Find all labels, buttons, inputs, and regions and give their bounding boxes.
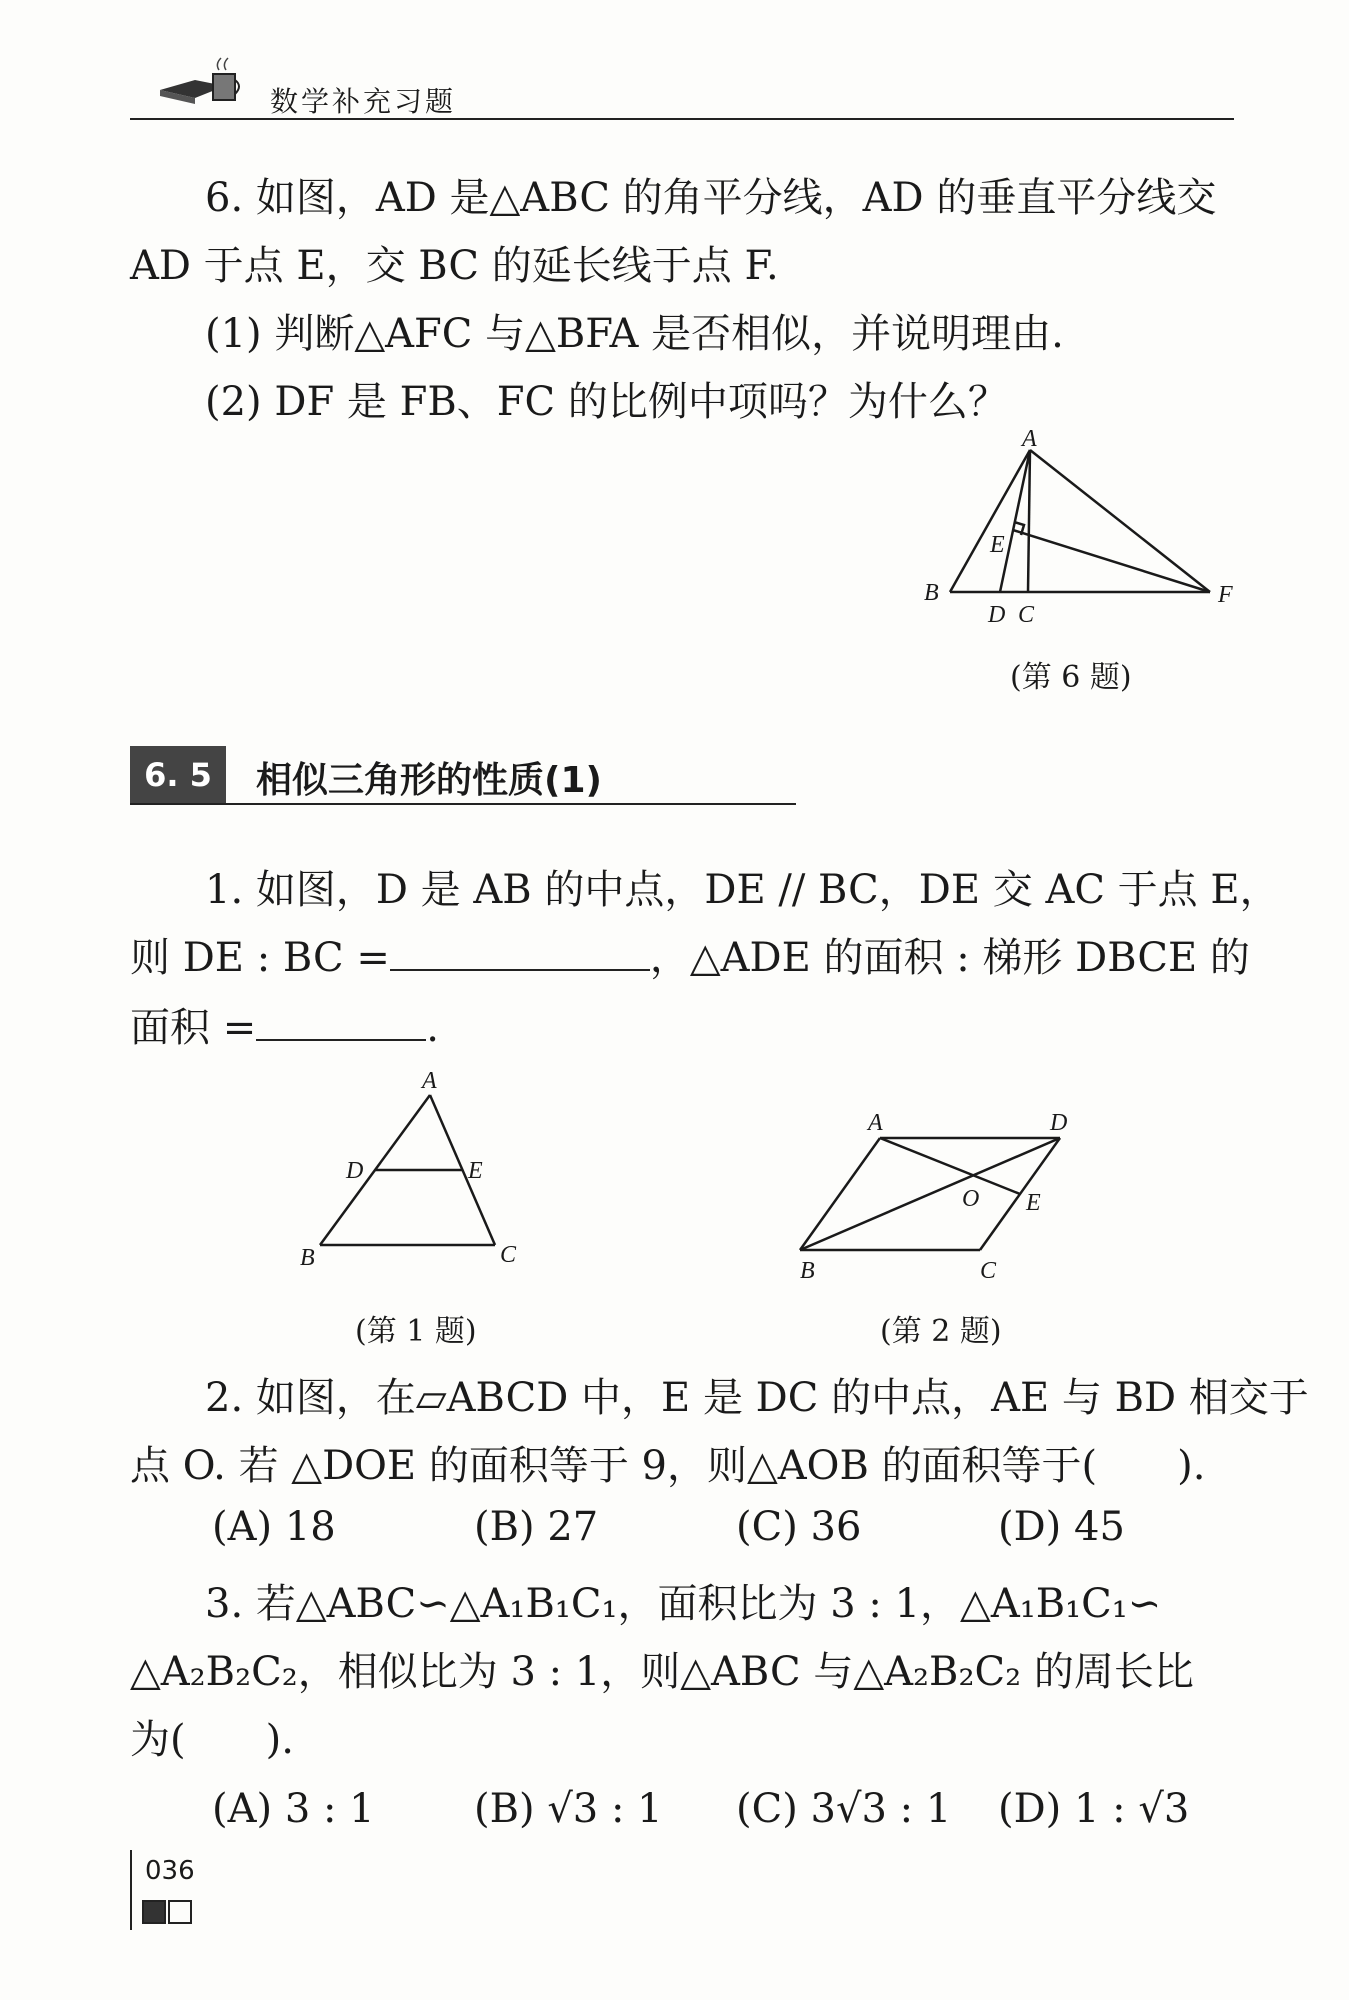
q3-option-b[interactable]: (B) √3 : 1 — [474, 1786, 663, 1832]
section-title: 相似三角形的性质(1) — [256, 760, 602, 801]
label-a: A — [422, 1070, 437, 1094]
q1-answer-blank-2[interactable] — [256, 1005, 426, 1041]
q1-line2-end: ，△ADE 的面积 : 梯形 DBCE 的 — [649, 935, 1250, 981]
empty-square-icon — [168, 1900, 192, 1924]
segment-ac — [1028, 450, 1030, 592]
q2-option-b[interactable]: (B) 27 — [474, 1504, 599, 1550]
filled-square-icon — [142, 1900, 166, 1924]
q2-option-d[interactable]: (D) 45 — [998, 1504, 1125, 1550]
footer-divider — [130, 1850, 132, 1930]
label-d: D — [988, 602, 1006, 628]
segment-af — [1030, 450, 1210, 592]
q1-answer-blank-1[interactable] — [390, 935, 650, 971]
label-a: A — [868, 1110, 883, 1136]
page-number: 036 — [145, 1856, 195, 1886]
section-divider — [130, 803, 796, 805]
q1-line3 — [130, 996, 439, 1053]
q2-figure — [780, 1100, 1100, 1294]
q1-line2 — [130, 926, 1250, 983]
label-c: C — [980, 1258, 997, 1284]
segment-ef — [1013, 530, 1210, 592]
q1-line1: 1. 如图，D 是 AB 的中点，DE // BC，DE 交 AC 于点 E， — [205, 867, 1280, 913]
label-f: F — [1218, 582, 1233, 608]
q1-line3-start: 面积 = — [130, 1005, 257, 1051]
section-number: 6. 5 — [130, 746, 226, 804]
label-e: E — [1026, 1190, 1041, 1216]
label-b: B — [300, 1245, 315, 1270]
q3-line1: 3. 若△ABC∽△A₁B₁C₁，面积比为 3 : 1，△A₁B₁C₁∽ — [205, 1581, 1162, 1627]
q2-option-a[interactable]: (A) 18 — [212, 1504, 336, 1550]
label-b: B — [800, 1258, 815, 1284]
q3-line2: △A₂B₂C₂，相似比为 3 : 1，则△ABC 与△A₂B₂C₂ 的周长比 — [130, 1649, 1194, 1695]
q6-line1: 6. 如图，AD 是△ABC 的角平分线，AD 的垂直平分线交 — [205, 175, 1217, 221]
label-d: D — [346, 1158, 364, 1184]
label-c: C — [500, 1242, 517, 1268]
q1-line3-end: . — [426, 1005, 439, 1051]
q6-part1: (1) 判断△AFC 与△BFA 是否相似，并说明理由. — [205, 311, 1064, 357]
label-e: E — [990, 532, 1005, 558]
q6-caption: (第 6 题) — [1010, 660, 1132, 695]
header-title: 数学补充习题 — [270, 85, 457, 118]
label-c: C — [1018, 602, 1035, 628]
book-icon — [155, 52, 245, 116]
q3-option-d[interactable]: (D) 1 : √3 — [998, 1786, 1190, 1832]
label-d: D — [1050, 1110, 1068, 1136]
q6-figure — [910, 430, 1250, 634]
q2-line2: 点 O. 若 △DOE 的面积等于 9，则△AOB 的面积等于( ). — [130, 1443, 1206, 1489]
q1-line2-start: 则 DE : BC = — [130, 935, 390, 981]
q3-line3: 为( ). — [130, 1717, 294, 1763]
q6-line2: AD 于点 E，交 BC 的延长线于点 F. — [130, 243, 779, 289]
label-a: A — [1022, 430, 1037, 452]
q3-option-c[interactable]: (C) 3√3 : 1 — [736, 1786, 952, 1832]
q3-option-a[interactable]: (A) 3 : 1 — [212, 1786, 375, 1832]
header-divider — [130, 118, 1234, 120]
label-o: O — [962, 1186, 980, 1212]
q1-figure — [290, 1070, 530, 1274]
segment-ab — [950, 450, 1030, 592]
label-b: B — [924, 580, 939, 606]
q2-line1: 2. 如图，在▱ABCD 中，E 是 DC 的中点，AE 与 BD 相交于 — [205, 1375, 1309, 1421]
q2-option-c[interactable]: (C) 36 — [736, 1504, 862, 1550]
q6-part2: (2) DF 是 FB、FC 的比例中项吗？为什么？ — [205, 379, 1008, 425]
q2-caption: (第 2 题) — [880, 1314, 1002, 1349]
label-e: E — [468, 1158, 483, 1184]
q1-caption: (第 1 题) — [355, 1314, 477, 1349]
